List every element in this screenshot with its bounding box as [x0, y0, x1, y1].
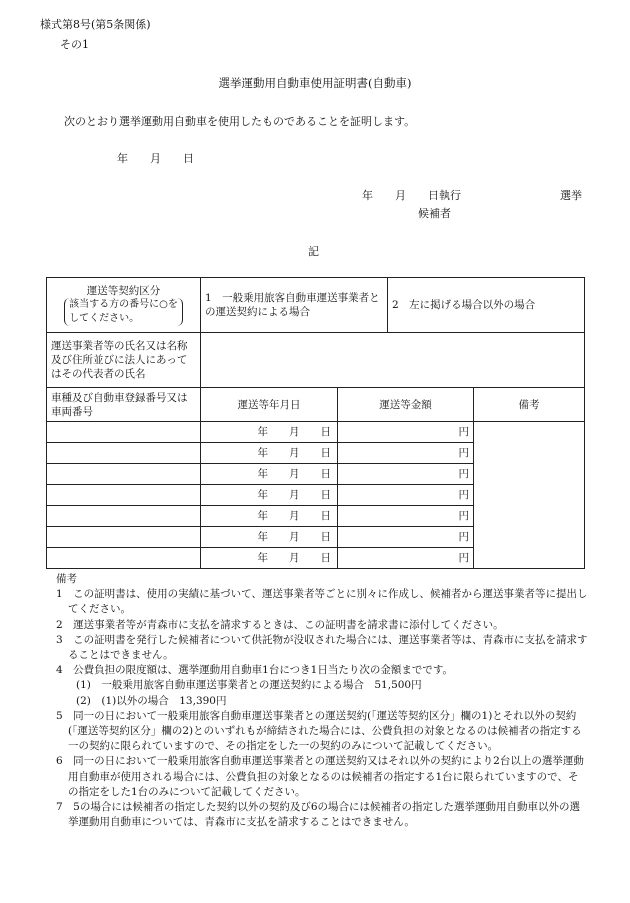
candidate-label: 候補者: [418, 207, 451, 220]
vehicle-cell[interactable]: [47, 464, 201, 485]
operator-value[interactable]: [201, 333, 585, 388]
date-cell[interactable]: 年 月 日: [201, 464, 338, 485]
contract-option-1[interactable]: 1 一般乗用旅客自動車運送事業者との運送契約による場合: [201, 278, 388, 333]
date-cell[interactable]: 年 月 日: [201, 527, 338, 548]
amount-cell[interactable]: 円: [338, 506, 474, 527]
election-date: 年 月 日執行: [362, 189, 461, 202]
operator-label: 運送事業者等の氏名又は名称及び住所並びに法人にあってはその代表者の氏名: [47, 333, 201, 388]
usage-table: [46, 277, 585, 569]
note-item: 3 この証明書を発行した候補者について供託物が没収された場合には、運送事業者等は、青森市に支払を請求することはできません。: [56, 633, 588, 662]
vehicle-cell[interactable]: [47, 485, 201, 506]
amount-cell[interactable]: 円: [338, 548, 474, 569]
amount-header: 運送等金額: [338, 388, 474, 422]
remarks-cell[interactable]: [474, 422, 585, 569]
vehicle-cell[interactable]: [47, 548, 201, 569]
note-item: 6 同一の日において一般乗用旅客自動車運送事業者との運送契約又はそれ以外の契約により2台以上の選挙運動用自動車が使用される場合には、公費負担の対象となるのは候補者の指定する1台に限られていますので、その指定をした1台のみについて記載してください。: [56, 755, 584, 798]
date-cell[interactable]: 年 月 日: [201, 443, 338, 464]
remarks-header: 備考: [474, 388, 585, 422]
date-cell[interactable]: 年 月 日: [201, 485, 338, 506]
note-item: 7 5の場合には候補者の指定した契約以外の契約及び6の場合には候補者の指定した選挙運動用自動車以外の選挙運動用自動車については、青森市に支払を請求することはできません。: [56, 801, 581, 829]
date-cell[interactable]: 年 月 日: [201, 422, 338, 443]
intro-text: 次のとおり選挙運動用自動車を使用したものであることを証明します。: [64, 115, 416, 128]
amount-cell[interactable]: 円: [338, 464, 474, 485]
sub-number: その1: [60, 38, 89, 51]
contract-instruction: 該当する方の番号に○を してください。: [64, 298, 183, 326]
note-item: 5 同一の日において一般乗用旅客自動車運送事業者との運送契約(「運送等契約区分」欄の1)とそれ以外の契約(「運送等契約区分」欄の2)とのいずれもが締結された場合には、公費負担の対象となるのは候補者の指定する一の契約に限られていますので、その指定をした一の契約のみについて記載してください。: [56, 709, 582, 753]
note-item: 1 この証明書は、使用の実績に基づいて、運送事業者等ごとに別々に作成し、候補者から運送事業者等に提出してください。: [56, 588, 588, 616]
election-label: 選挙: [560, 189, 582, 202]
contract-option-2[interactable]: 2 左に掲げる場合以外の場合: [388, 278, 585, 333]
vehicle-cell[interactable]: [47, 527, 201, 548]
date-cell[interactable]: 年 月 日: [201, 506, 338, 527]
table-row: [47, 422, 585, 443]
form-number: 様式第8号(第5条関係): [40, 18, 151, 31]
vehicle-cell[interactable]: [47, 443, 201, 464]
notes-title: 備考: [56, 573, 77, 585]
amount-cell[interactable]: 円: [338, 485, 474, 506]
amount-cell[interactable]: 円: [338, 443, 474, 464]
sub-note-item: (1) 一般乗用旅客自動車運送事業者との運送契約による場合 51,500円: [76, 679, 422, 692]
vehicle-header: 車種及び自動車登録番号又は車両番号: [47, 388, 201, 422]
note-item: 4 公費負担の限度額は、選挙運動用自動車1台につき1日当たり次の金額までです。: [56, 664, 453, 677]
amount-cell[interactable]: 円: [338, 527, 474, 548]
amount-cell[interactable]: 円: [338, 422, 474, 443]
page-title: 選挙運動用自動車使用証明書(自動車): [218, 76, 412, 90]
issue-date: 年 月 日: [117, 152, 194, 165]
notes-section: [56, 572, 588, 830]
vehicle-cell[interactable]: [47, 506, 201, 527]
date-header: 運送等年月日: [201, 388, 338, 422]
vehicle-cell[interactable]: [47, 422, 201, 443]
contract-type-label: 運送等契約区分 該当する方の番号に○を してください。: [47, 278, 201, 333]
date-cell[interactable]: 年 月 日: [201, 548, 338, 569]
note-item: 2 運送事業者等が青森市に支払を請求するときは、この証明書を請求書に添付してください。: [56, 618, 504, 631]
sub-note-item: (2) (1)以外の場合 13,390円: [76, 694, 227, 707]
ki-mark: 記: [308, 245, 319, 258]
